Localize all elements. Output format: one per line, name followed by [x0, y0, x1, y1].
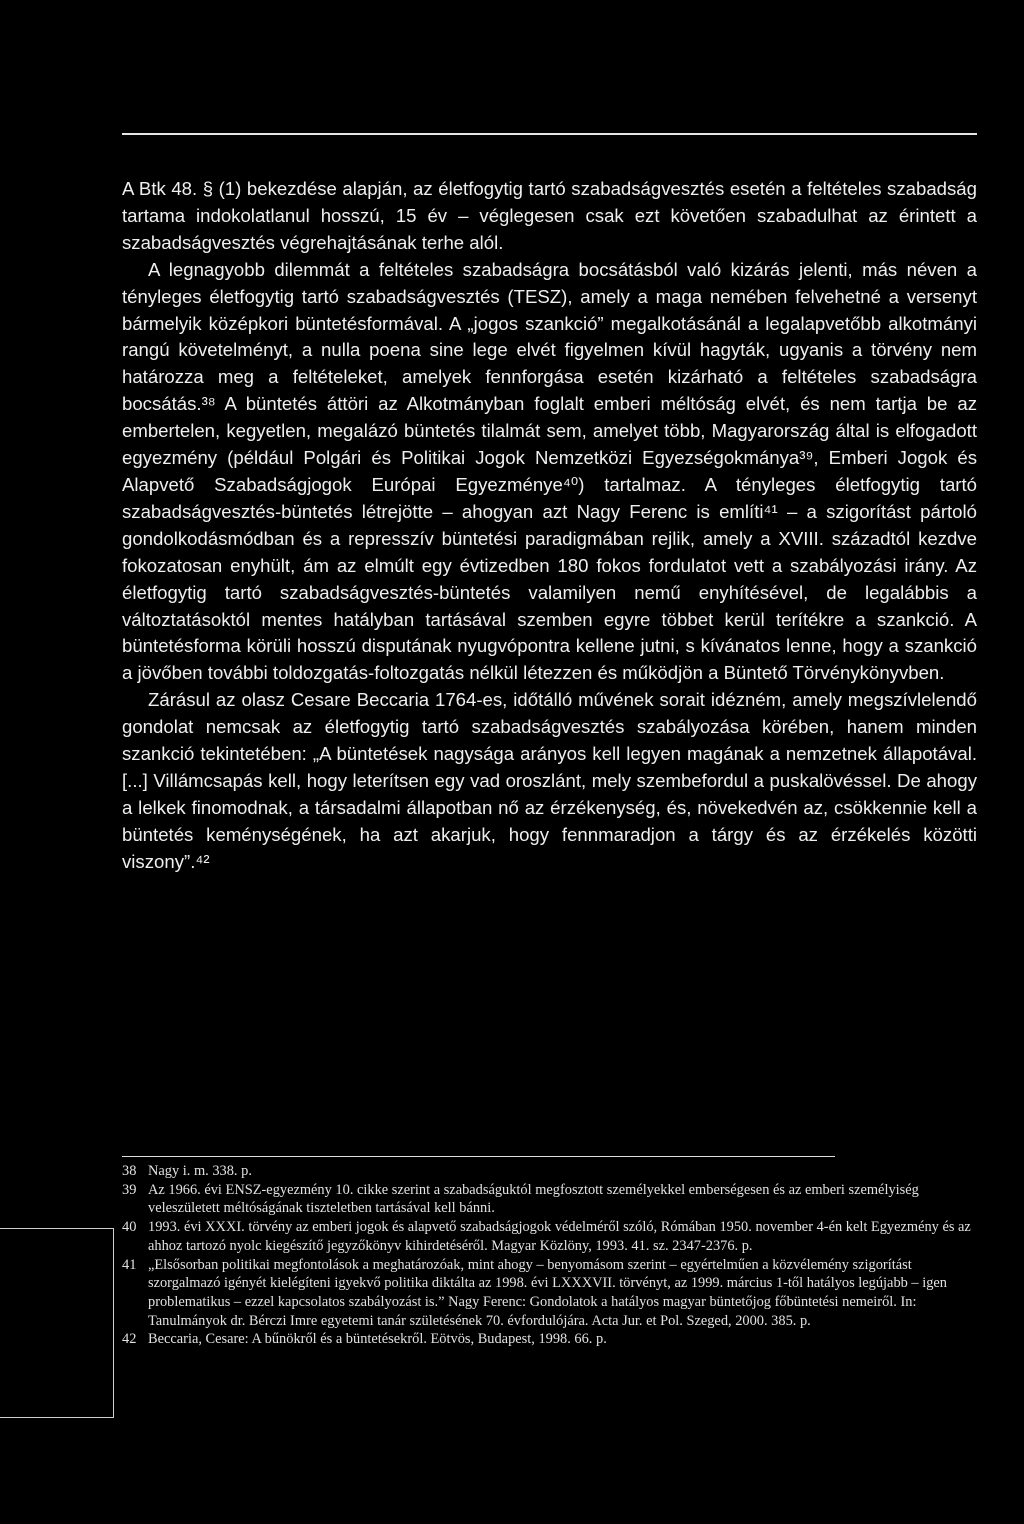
margin-box — [0, 1228, 118, 1418]
footnote-number: 40 — [122, 1219, 137, 1236]
footnote-number: 42 — [122, 1331, 137, 1348]
footnote-text: Beccaria, Cesare: A bűnökről és a büntetésekről. Eötvös, Budapest, 1998. 66. p. — [148, 1331, 607, 1348]
paragraph-1: A Btk 48. § (1) bekezdése alapján, az életfogytig tartó szabadságvesztés esetén a feltételes szabadság tartama indokolatlanul hosszú, 15 év – véglegesen csak ezt követően szabadulhat az érintett a szabadságvesztés végrehajtásának terhe alól. — [122, 178, 977, 253]
footnote-text: 1993. évi XXXI. törvény az emberi jogok és alapvető szabadságjogok védelméről szóló, Rómában 1950. november 4-én kelt Egyezmény és az ahhoz tartozó nyolc kiegészítő jegyzőkönyv kihirdetéséről. Magyar Közlöny, 1993. 41. sz. 2347-2376. p. — [148, 1219, 971, 1254]
paragraph-3: Zárásul az olasz Cesare Beccaria 1764-es, időtálló művének sorait idézném, amely megszívlelendő gondolat nemcsak az életfogytig tartó szabadságvesztés szabályozása körében, hanem minden szankció tekintetében: „A büntetések nagysága arányos kell legyen magának a nemzetnek állapotával. [...] Villámcsapás kell, hogy leterítsen egy vad oroszlánt, mely szembefordul a puskalövéssel. De ahogy a lelkek finomodnak, a társadalmi állapotban nő az érzékenység, és, növekedvén az, csökkennie kell a büntetés keménységének, ha azt akarjuk, hogy fennmaradjon a tárgy és az érzékelés közötti viszony”.⁴² — [122, 689, 977, 872]
footnote-39 — [122, 1181, 977, 1218]
footnote-number: 41 — [122, 1256, 137, 1273]
footnote-number: 39 — [122, 1181, 137, 1198]
body-text — [122, 176, 977, 876]
header-rule — [122, 133, 977, 135]
footnote-40 — [122, 1218, 977, 1255]
footnote-text: Nagy i. m. 338. p. — [148, 1163, 252, 1179]
footnote-42 — [122, 1330, 977, 1349]
margin-box-bottom-line — [0, 1417, 113, 1418]
footnotes — [122, 1162, 977, 1349]
footnote-38 — [122, 1162, 977, 1181]
footnote-rule — [122, 1156, 835, 1157]
margin-box-side-line — [113, 1228, 114, 1418]
footnote-text: „Elsősorban politikai megfontolások a meghatározóak, mint ahogy – benyomásom szerint – egyértelműen a közvélemény szigorítást szorgalmazó igényét kielégíteni igyekvő politika diktálta az 1998. évi LXXXVII. törvényt, az 1999. március 1-től hatályos legújabb – igen problematikus – ezzel kapcsolatos szabályozást is.” Nagy Ferenc: Gondolatok a hatályos magyar büntetőjog főbüntetési nemeiről. In: Tanulmányok dr. Bérczi Imre egyetemi tanár születésének 70. évfordulójára. Acta Jur. et Pol. Szeged, 2000. 385. p. — [148, 1256, 947, 1329]
footnote-text: Az 1966. évi ENSZ-egyezmény 10. cikke szerint a szabadságuktól megfosztott személyekkel emberségesen és az emberi személyiség veleszületett méltóságának tiszteletben tartásával kell bánni. — [148, 1181, 919, 1217]
margin-box-top-line — [0, 1228, 113, 1229]
footnote-41 — [122, 1256, 977, 1331]
footnote-number: 38 — [122, 1163, 137, 1179]
paragraph-2: A legnagyobb dilemmát a feltételes szabadságra bocsátásból való kizárás jelenti, más néven a tényleges életfogytig tartó szabadságvesztés (TESZ), amely a maga nemében felvehetné a versenyt bármelyik középkori büntetésformával. A „jogos szankció” megalkotásánál a legalapvetőbb alkotmányi rangú követelményt, a nulla poena sine lege elvét figyelmen kívül hagyták, ugyanis a törvény nem határozza meg a feltételeket, amelyek fennforgása esetén kizárható a feltételes szabadságra bocsátás.³⁸ A büntetés áttöri az Alkotmányban foglalt emberi méltóság elvét, és nem tartja be az embertelen, kegyetlen, megalázó büntetés tilalmát sem, amelyet több, Magyarország által is elfogadott egyezmény (például Polgári és Politikai Jogok Nemzetközi Egyezségokmánya³⁹, Emberi Jogok és Alapvető Szabadságjogok Európai Egyezménye⁴⁰) tartalmaz. A tényleges életfogytig tartó szabadságvesztés-büntetés létrejötte – ahogyan azt Nagy Ferenc is említi⁴¹ – a szigorítást pártoló gondolkodásmódban és a represszív büntetési paradigmában rejlik, amely a XVIII. századtól kezdve fokozatosan enyhült, ám az elmúlt egy évtizedben 180 fokos fordulatot vett a szabályozási irány. Az életfogytig tartó szabadságvesztés-büntetés valamilyen nemű enyhítésével, de legalábbis a változtatásoktól mentes hatályban tartásával szemben egyre többet kerül terítékre a szankció. A büntetésforma körüli hosszú disputának nyugvópontra kellene jutni, s kívánatos lenne, hogy a szankció a jövőben további toldozgatás-foltozgatás nélkül létezzen és működjön a Büntető Törvénykönyvben. — [122, 258, 977, 684]
